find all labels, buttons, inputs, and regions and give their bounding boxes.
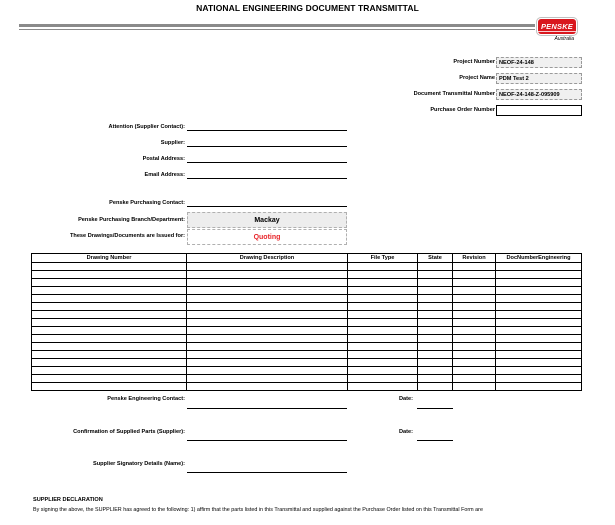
table-cell[interactable] xyxy=(496,279,582,287)
table-cell[interactable] xyxy=(348,375,418,383)
table-cell[interactable] xyxy=(187,335,348,343)
table-cell[interactable] xyxy=(418,271,453,279)
engineering-contact-field[interactable] xyxy=(187,402,347,409)
table-cell[interactable] xyxy=(418,327,453,335)
confirmation-field[interactable] xyxy=(187,434,347,441)
table-row xyxy=(32,375,582,383)
table-cell[interactable] xyxy=(496,263,582,271)
table-cell[interactable] xyxy=(453,303,496,311)
table-cell[interactable] xyxy=(32,343,187,351)
table-cell[interactable] xyxy=(453,263,496,271)
supplier-field[interactable] xyxy=(187,140,347,147)
signatory-label: Supplier Signatory Details (Name): xyxy=(92,461,185,467)
table-cell[interactable] xyxy=(348,383,418,391)
document-title: NATIONAL ENGINEERING DOCUMENT TRANSMITTAL xyxy=(196,3,419,13)
table-row xyxy=(32,279,582,287)
table-cell[interactable] xyxy=(187,295,348,303)
table-cell[interactable] xyxy=(453,359,496,367)
table-cell[interactable] xyxy=(348,279,418,287)
table-row xyxy=(32,295,582,303)
penske-logo xyxy=(538,19,576,34)
table-row xyxy=(32,287,582,295)
table-cell[interactable] xyxy=(453,327,496,335)
purchasing-branch-label: Penske Purchasing Branch/Department: xyxy=(78,217,185,223)
table-cell[interactable] xyxy=(496,327,582,335)
declaration-text: By signing the above, the SUPPLIER has agreed to the following: 1) affirm that the parts listed in this Transmittal and supplied against the Purchase Order listed on this Transmittal Form are xyxy=(33,507,483,513)
issued-for-label: These Drawings/Documents are Issued for: xyxy=(69,233,185,239)
table-cell[interactable] xyxy=(496,295,582,303)
table-row xyxy=(32,327,582,335)
table-cell[interactable] xyxy=(348,367,418,375)
table-cell[interactable] xyxy=(187,319,348,327)
email-address-field[interactable] xyxy=(187,172,347,179)
table-cell[interactable] xyxy=(187,311,348,319)
purchasing-contact-label: Penske Purchasing Contact: xyxy=(109,200,185,206)
postal-address-label: Postal Address: xyxy=(142,156,185,162)
col-file-type: File Type xyxy=(348,254,418,263)
declaration-heading: SUPPLIER DECLARATION xyxy=(33,497,103,503)
date-field-1[interactable] xyxy=(417,402,453,409)
table-row xyxy=(32,383,582,391)
table-cell[interactable] xyxy=(32,319,187,327)
col-drawing-number: Drawing Number xyxy=(32,254,187,263)
table-cell[interactable] xyxy=(32,375,187,383)
table-cell[interactable] xyxy=(187,367,348,375)
table-cell[interactable] xyxy=(348,263,418,271)
table-cell[interactable] xyxy=(32,295,187,303)
table-cell[interactable] xyxy=(496,287,582,295)
signatory-field[interactable] xyxy=(187,466,347,473)
table-cell[interactable] xyxy=(32,279,187,287)
table-cell[interactable] xyxy=(418,319,453,327)
table-cell[interactable] xyxy=(32,351,187,359)
table-cell[interactable] xyxy=(418,295,453,303)
table-row xyxy=(32,319,582,327)
table-cell[interactable] xyxy=(187,279,348,287)
table-cell[interactable] xyxy=(187,359,348,367)
table-cell[interactable] xyxy=(32,359,187,367)
table-cell[interactable] xyxy=(418,303,453,311)
table-cell[interactable] xyxy=(348,327,418,335)
table-cell[interactable] xyxy=(496,375,582,383)
table-cell[interactable] xyxy=(453,383,496,391)
table-cell[interactable] xyxy=(418,311,453,319)
table-cell[interactable] xyxy=(418,343,453,351)
table-cell[interactable] xyxy=(453,311,496,319)
table-row xyxy=(32,367,582,375)
table-cell[interactable] xyxy=(453,271,496,279)
header-rule-thin xyxy=(19,29,535,30)
header-rule-thick xyxy=(19,24,535,27)
engineering-contact-label: Penske Engineering Contact: xyxy=(107,396,185,402)
purchase-order-label: Purchase Order Number xyxy=(430,107,495,113)
table-cell[interactable] xyxy=(453,375,496,383)
table-cell[interactable] xyxy=(348,287,418,295)
table-cell[interactable] xyxy=(32,287,187,295)
table-cell[interactable] xyxy=(496,303,582,311)
table-cell[interactable] xyxy=(418,375,453,383)
date-label-2: Date: xyxy=(399,429,413,435)
col-state: State xyxy=(418,254,453,263)
logo-text: PENSKE xyxy=(540,22,574,31)
table-cell[interactable] xyxy=(496,271,582,279)
logo-subtext: Australia xyxy=(554,36,574,42)
table-cell[interactable] xyxy=(418,279,453,287)
date-label-1: Date: xyxy=(399,396,413,402)
purchasing-contact-field[interactable] xyxy=(187,200,347,207)
table-cell[interactable] xyxy=(32,335,187,343)
table-cell[interactable] xyxy=(348,271,418,279)
table-cell[interactable] xyxy=(453,319,496,327)
table-cell[interactable] xyxy=(187,343,348,351)
table-cell[interactable] xyxy=(348,359,418,367)
table-cell[interactable] xyxy=(32,303,187,311)
project-number-field[interactable]: NEOF-24-148 xyxy=(496,57,582,68)
table-cell[interactable] xyxy=(418,359,453,367)
table-cell[interactable] xyxy=(348,319,418,327)
table-cell[interactable] xyxy=(453,295,496,303)
table-cell[interactable] xyxy=(453,279,496,287)
table-body xyxy=(32,263,582,391)
table-row xyxy=(32,343,582,351)
table-cell[interactable] xyxy=(418,263,453,271)
date-field-2[interactable] xyxy=(417,434,453,441)
table-cell[interactable] xyxy=(496,319,582,327)
purchase-order-field[interactable] xyxy=(496,105,582,116)
table-header-row xyxy=(32,254,582,263)
table-cell[interactable] xyxy=(348,303,418,311)
table-cell[interactable] xyxy=(348,311,418,319)
email-address-label: Email Address: xyxy=(144,172,185,178)
table-cell[interactable] xyxy=(32,311,187,319)
table-cell[interactable] xyxy=(453,351,496,359)
transmittal-number-field[interactable]: NEOF-24-148-Z-095909 xyxy=(496,89,582,100)
col-doc-number-engineering: DocNumberEngineering xyxy=(496,254,582,263)
attention-label: Attention (Supplier Contact): xyxy=(108,124,185,130)
table-cell[interactable] xyxy=(32,327,187,335)
table-cell[interactable] xyxy=(32,263,187,271)
table-cell[interactable] xyxy=(496,343,582,351)
purchasing-branch-field[interactable]: Mackay xyxy=(187,212,347,228)
table-cell[interactable] xyxy=(418,367,453,375)
table-cell[interactable] xyxy=(496,367,582,375)
table-row xyxy=(32,263,582,271)
table-row xyxy=(32,359,582,367)
table-row xyxy=(32,311,582,319)
table-cell[interactable] xyxy=(496,383,582,391)
table-cell[interactable] xyxy=(496,359,582,367)
project-name-field[interactable]: PDM Test 2 xyxy=(496,73,582,84)
issued-for-field[interactable]: Quoting xyxy=(187,229,347,245)
table-row xyxy=(32,351,582,359)
table-cell[interactable] xyxy=(187,327,348,335)
table-cell[interactable] xyxy=(348,335,418,343)
confirmation-label: Confirmation of Supplied Parts (Supplier): xyxy=(73,429,185,435)
table-row xyxy=(32,335,582,343)
table-cell[interactable] xyxy=(187,303,348,311)
table-cell[interactable] xyxy=(418,335,453,343)
table-cell[interactable] xyxy=(187,287,348,295)
table-cell[interactable] xyxy=(496,311,582,319)
drawings-table xyxy=(31,253,582,391)
table-cell[interactable] xyxy=(453,367,496,375)
table-cell[interactable] xyxy=(187,263,348,271)
table-cell[interactable] xyxy=(32,271,187,279)
table-row xyxy=(32,303,582,311)
table-cell[interactable] xyxy=(187,271,348,279)
table-cell[interactable] xyxy=(187,351,348,359)
table-cell[interactable] xyxy=(418,287,453,295)
table-cell[interactable] xyxy=(32,383,187,391)
table-cell[interactable] xyxy=(496,335,582,343)
table-cell[interactable] xyxy=(187,383,348,391)
project-name-label: Project Name xyxy=(459,75,495,81)
table-cell[interactable] xyxy=(348,343,418,351)
col-drawing-description: Drawing Description xyxy=(187,254,348,263)
table-cell[interactable] xyxy=(496,351,582,359)
col-revision: Revision xyxy=(453,254,496,263)
table-cell[interactable] xyxy=(348,295,418,303)
table-cell[interactable] xyxy=(453,335,496,343)
table-cell[interactable] xyxy=(418,383,453,391)
postal-address-field[interactable] xyxy=(187,156,347,163)
supplier-label: Supplier: xyxy=(160,140,185,146)
attention-field[interactable] xyxy=(187,124,347,131)
table-cell[interactable] xyxy=(187,375,348,383)
table-cell[interactable] xyxy=(453,287,496,295)
table-cell[interactable] xyxy=(348,351,418,359)
transmittal-number-label: Document Transmittal Number xyxy=(413,91,495,97)
table-cell[interactable] xyxy=(453,343,496,351)
table-cell[interactable] xyxy=(32,367,187,375)
table-row xyxy=(32,271,582,279)
table-cell[interactable] xyxy=(418,351,453,359)
project-number-label: Project Number xyxy=(453,59,495,65)
